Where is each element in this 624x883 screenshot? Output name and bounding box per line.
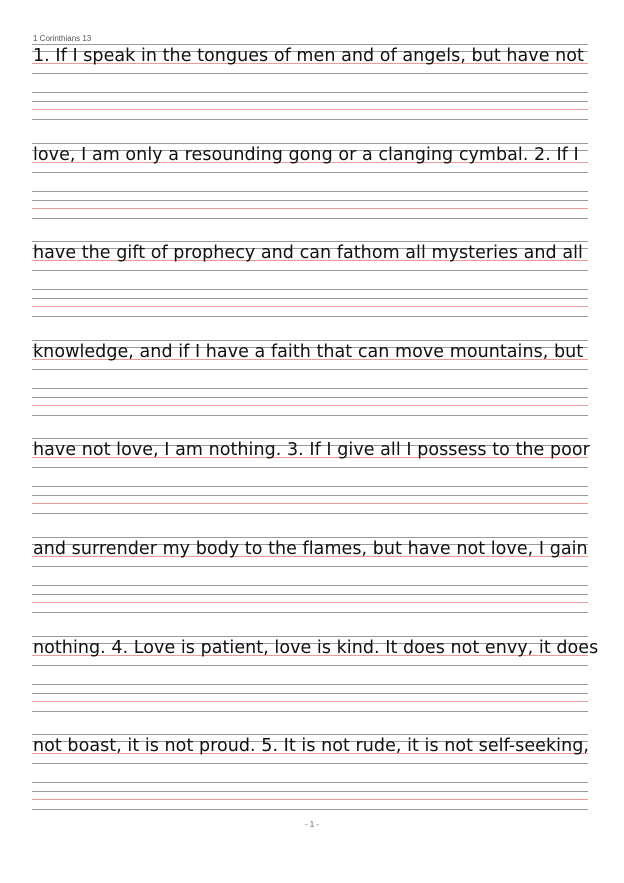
gray-guide-rule bbox=[32, 218, 588, 219]
verse-line-text: knowledge, and if I have a faith that can move mountains, but bbox=[33, 342, 584, 362]
gray-guide-rule bbox=[32, 537, 588, 538]
verse-line-text: not boast, it is not proud. 5. It is not rude, it is not self-seeking, bbox=[33, 736, 589, 756]
writing-line-block bbox=[32, 537, 588, 627]
gray-guide-rule bbox=[32, 809, 588, 810]
gray-guide-rule bbox=[32, 397, 588, 398]
verse-line-text: have not love, I am nothing. 3. If I give all I possess to the poor bbox=[33, 440, 590, 460]
red-guide-rule bbox=[32, 306, 588, 307]
red-guide-rule bbox=[32, 208, 588, 209]
gray-guide-rule bbox=[32, 763, 588, 764]
gray-guide-rule bbox=[32, 791, 588, 792]
gray-guide-rule bbox=[32, 734, 588, 735]
gray-guide-rule bbox=[32, 388, 588, 389]
gray-guide-rule bbox=[32, 665, 588, 666]
red-guide-rule bbox=[32, 109, 588, 110]
gray-guide-rule bbox=[32, 486, 588, 487]
verse-line-text: 1. If I speak in the tongues of men and of angels, but have not bbox=[33, 46, 584, 66]
gray-guide-rule bbox=[32, 172, 588, 173]
gray-guide-rule bbox=[32, 241, 588, 242]
gray-guide-rule bbox=[32, 191, 588, 192]
gray-guide-rule bbox=[32, 143, 588, 144]
gray-guide-rule bbox=[32, 369, 588, 370]
gray-guide-rule bbox=[32, 585, 588, 586]
gray-guide-rule bbox=[32, 200, 588, 201]
page-number: - 1 - bbox=[304, 820, 320, 829]
verse-line-text: nothing. 4. Love is patient, love is kind. It does not envy, it does bbox=[33, 638, 599, 658]
red-guide-rule bbox=[32, 405, 588, 406]
writing-line-block bbox=[32, 636, 599, 726]
red-guide-rule bbox=[32, 602, 588, 603]
gray-guide-rule bbox=[32, 495, 588, 496]
verse-line-text: love, I am only a resounding gong or a clanging cymbal. 2. If I bbox=[33, 145, 579, 165]
gray-guide-rule bbox=[32, 636, 588, 637]
gray-guide-rule bbox=[32, 270, 588, 271]
gray-guide-rule bbox=[32, 73, 588, 74]
gray-guide-rule bbox=[32, 711, 588, 712]
gray-guide-rule bbox=[32, 92, 588, 93]
gray-guide-rule bbox=[32, 684, 588, 685]
gray-guide-rule bbox=[32, 467, 588, 468]
gray-guide-rule bbox=[32, 340, 588, 341]
writing-line-block bbox=[32, 340, 588, 430]
gray-guide-rule bbox=[32, 298, 588, 299]
gray-guide-rule bbox=[32, 513, 588, 514]
writing-line-block bbox=[32, 241, 588, 331]
gray-guide-rule bbox=[32, 415, 588, 416]
gray-guide-rule bbox=[32, 566, 588, 567]
gray-guide-rule bbox=[32, 693, 588, 694]
gray-guide-rule bbox=[32, 782, 588, 783]
page-header-title: 1 Corinthians 13 bbox=[33, 34, 92, 43]
gray-guide-rule bbox=[32, 289, 588, 290]
verse-line-text: and surrender my body to the flames, but have not love, I gain bbox=[33, 539, 588, 559]
verse-line-text: have the gift of prophecy and can fathom all mysteries and all bbox=[33, 243, 583, 263]
writing-line-block bbox=[32, 734, 588, 824]
gray-guide-rule bbox=[32, 438, 588, 439]
gray-guide-rule bbox=[32, 101, 588, 102]
red-guide-rule bbox=[32, 799, 588, 800]
writing-line-block bbox=[32, 44, 588, 134]
gray-guide-rule bbox=[32, 316, 588, 317]
gray-guide-rule bbox=[32, 44, 588, 45]
red-guide-rule bbox=[32, 503, 588, 504]
red-guide-rule bbox=[32, 701, 588, 702]
writing-line-block bbox=[32, 143, 588, 233]
gray-guide-rule bbox=[32, 119, 588, 120]
gray-guide-rule bbox=[32, 594, 588, 595]
writing-line-block bbox=[32, 438, 588, 528]
gray-guide-rule bbox=[32, 612, 588, 613]
